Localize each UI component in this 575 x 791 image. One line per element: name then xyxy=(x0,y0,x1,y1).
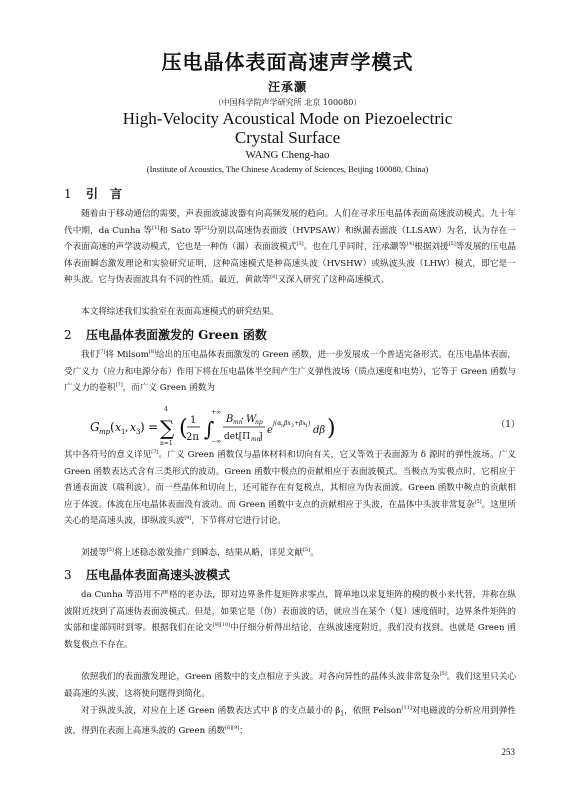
section-2-paragraph-3 xyxy=(64,545,516,562)
section-number: 1 xyxy=(64,187,72,201)
citation: [7] xyxy=(98,349,106,355)
citation: [3] xyxy=(296,241,304,247)
section-3-heading xyxy=(64,566,230,583)
citation: [9] xyxy=(184,515,192,521)
svg-text:B: B xyxy=(226,414,234,425)
affiliation-cn: （中国科学院声学研究所 北京 100080） xyxy=(213,98,362,107)
citation: [11] xyxy=(401,705,412,711)
text-run: 。 xyxy=(310,548,319,558)
svg-text:∫: ∫ xyxy=(204,417,215,441)
svg-text:]: ] xyxy=(259,432,263,442)
citation: [5] xyxy=(302,547,311,553)
paper-title-en xyxy=(0,109,575,147)
text-run: 根据刘援 xyxy=(414,242,449,252)
svg-text:·: · xyxy=(241,414,245,425)
section-2-heading xyxy=(64,326,267,343)
svg-text:+βx: +βx xyxy=(294,420,306,427)
citation: [5] xyxy=(106,547,114,553)
author-name-en: WANG Cheng-hao xyxy=(245,149,330,161)
svg-text:+∞: +∞ xyxy=(211,409,222,416)
section-title: 压电晶体表面激发的 Green 函数 xyxy=(86,328,267,342)
text-run: ，而广义 Green 函数为 xyxy=(122,383,215,393)
text-run: 本文将综述我们实验室在表面高速模式的研究结果。 xyxy=(81,307,279,317)
svg-text:(: ( xyxy=(179,416,188,441)
text-run: ： xyxy=(239,726,248,737)
svg-text:=: = xyxy=(148,420,159,434)
text-run: 将上述稳态激发推广到瞬态，结果从略，详见文献 xyxy=(113,548,303,558)
text-run: da Cunha 等沿用不严格的老办法，即对边界条件复矩阵求零点，简单地以求复矩阵的模的极小来代替，并称在纵波附近找到了高速伪表面波模式。但是，如果它是（伪）表面波的话，就应当在某个（复）速度值时，边界条件矩阵的实部和虚部同时到零。根据我们在论文 xyxy=(64,590,516,633)
citation: [4] xyxy=(407,241,415,247)
text-run: 。这里所关心的是高速头波，即纵波头波 xyxy=(64,499,516,526)
svg-text:): ) xyxy=(140,420,145,434)
svg-text:3: 3 xyxy=(136,428,141,436)
equation-1 xyxy=(90,401,520,453)
paper-title-en-line1: High-Velocity Acoustical Mode on Piezoelectric xyxy=(122,109,453,128)
svg-text:1: 1 xyxy=(121,428,126,436)
section-1-paragraph-1 xyxy=(64,206,516,289)
svg-text:n: n xyxy=(281,424,284,429)
section-1-paragraph-2 xyxy=(64,304,516,321)
text-run: 。也在几乎同时，汪承灏等 xyxy=(303,242,408,252)
section-title: 引 言 xyxy=(86,187,123,201)
svg-text:mn: mn xyxy=(251,436,261,443)
text-run: 我们 xyxy=(81,350,99,360)
svg-text:(: ( xyxy=(110,420,115,434)
text-run: 对电磁波的分析应用到弹性波，得到在表面上高速头波的 Green 函数 xyxy=(64,706,516,737)
svg-text:G: G xyxy=(90,420,100,434)
affiliation-en: (Institute of Acoustics, The Chinese Academy of Sciences, Beijing 100080, China) xyxy=(146,164,429,174)
section-3-paragraph-1 xyxy=(64,587,516,653)
citation: [5] xyxy=(448,241,456,247)
section-3-paragraph-3 xyxy=(64,703,516,740)
section-2-paragraph-1 xyxy=(64,347,516,397)
citation: [8] xyxy=(148,349,156,355)
section-number: 3 xyxy=(64,568,72,582)
svg-text:mn: mn xyxy=(233,419,243,426)
svg-text:x: x xyxy=(130,421,137,434)
citation: [7] xyxy=(115,382,123,388)
citation: [6][9] xyxy=(225,725,240,732)
citation: [9][10] xyxy=(212,622,230,628)
svg-text:3: 3 xyxy=(291,424,294,429)
svg-text:x: x xyxy=(115,421,122,434)
svg-text:,: , xyxy=(125,421,129,434)
svg-text:2π: 2π xyxy=(186,432,199,443)
text-run: ，下节将对它进行讨论。 xyxy=(191,516,286,526)
svg-text:n=1: n=1 xyxy=(160,440,173,447)
citation: [6] xyxy=(270,274,278,280)
paper-title-cn: 压电晶体表面高速声学模式 xyxy=(161,50,414,74)
subscript: 1 xyxy=(340,710,345,718)
text-run: 给出的压电晶体表面激发的 Green 函数，进一步发展成一个普适完备形式。在压电晶体表面，受广义力（应力和电源分布）作用下将在压电晶体半空间产生广义弹性波场（质点速度和电势），它等于 Green 函数与广义力的卷积 xyxy=(64,350,516,393)
svg-text:e: e xyxy=(267,425,273,436)
paper-title-en-line2: Crystal Surface xyxy=(234,128,341,147)
citation: [2] xyxy=(201,224,210,231)
svg-text:np: np xyxy=(255,419,263,426)
equation-number: （1） xyxy=(496,420,520,430)
svg-text:det[Π: det[Π xyxy=(224,432,251,442)
section-1-heading xyxy=(64,185,122,202)
text-run: ，依照 Felson xyxy=(344,706,402,716)
text-run: 随着由于移动通信的需要，声表面波滤波器有向高频发展的趋向。人们在寻求压电晶体表面高速波动模式。九十年代中期，da Cunha 等 xyxy=(64,209,516,236)
section-3-paragraph-2 xyxy=(64,669,516,702)
citation: [7] xyxy=(151,449,159,455)
section-number: 2 xyxy=(64,328,72,342)
svg-text:W: W xyxy=(246,414,257,425)
page-number: 253 xyxy=(501,747,515,757)
text-run: 。我们这里只关心最高速的头波，这将使问题得到简化。 xyxy=(64,672,516,699)
text-run: 刘援等 xyxy=(81,548,107,558)
text-run: 等发展的压电晶体表面瞬态激发理论和实验研究证明，这种高速模式是种高速头波（HVSHW）或纵波头波（LHW）模式，即它是一种头波。它与伪表面波具有不同的性质。最近，黄歆等 xyxy=(64,242,516,285)
author-name-cn: 汪承灏 xyxy=(267,80,307,94)
svg-text:dβ: dβ xyxy=(313,425,326,436)
section-2-paragraph-2 xyxy=(64,447,516,530)
text-run: 又深入研究了这种高速模式。 xyxy=(277,275,390,285)
text-run: 其中各符号的意义详见 xyxy=(64,450,152,460)
text-run: 和 Sato 等 xyxy=(159,225,202,236)
svg-text:mp: mp xyxy=(99,428,111,436)
text-run: 依照我们的表面激发理论，Green 函数中的支点相应于头波。对各向异性的晶体头波非常复杂 xyxy=(81,672,440,682)
svg-text:): ) xyxy=(327,416,336,441)
text-run: 将 Milsom xyxy=(105,350,149,360)
svg-text:1: 1 xyxy=(190,415,197,426)
svg-text:βx: βx xyxy=(284,420,291,427)
text-run: 对于纵波头波，对应在上述 Green 函数表达式中 β 的支点最小的 β xyxy=(81,706,341,716)
svg-text:): ) xyxy=(308,420,311,427)
svg-text:−∞: −∞ xyxy=(211,438,222,445)
svg-text:1: 1 xyxy=(305,424,308,429)
svg-text:j(α: j(α xyxy=(273,420,282,427)
text-run: 中仔细分析得出结论，在纵波速度附近，我们没有找到。也就是 Green 函数复极点不存在。 xyxy=(64,623,516,650)
citation: [5] xyxy=(439,671,447,677)
text-run: 分别以高速伪表面波（HVPSAW）和纵漏表面波（LLSAW）为名，认为存在一个表面高速的声学波动模式，它也是一种伪（漏）表面波模式 xyxy=(64,225,516,252)
svg-text:∑: ∑ xyxy=(160,416,175,440)
section-title: 压电晶体表面高速头波模式 xyxy=(86,568,231,582)
svg-text:4: 4 xyxy=(164,406,168,413)
citation: [5] xyxy=(474,498,482,505)
citation: [1] xyxy=(152,224,160,231)
green-function-formula xyxy=(90,401,490,453)
text-run: 。广义 Green 函数仅与晶体材料和切向有关，它又等效于表面源为 δ 源时的弹性波场。广义 Green 函数表达式含有三类形式的波动。Green 函数中极点的贡献相应于表面波模式。当极点为实极点时，它相应于普通表面波（瑞利波），而一些晶体和切向上，还可能存在有复极点，其相应为伪表面波。Green 函数中鞍点的贡献相应于体波。体波在压电晶体表面没有波动。而 Green 函数中支点的贡献相应于头波，在晶体中头波非常复杂 xyxy=(64,450,516,510)
